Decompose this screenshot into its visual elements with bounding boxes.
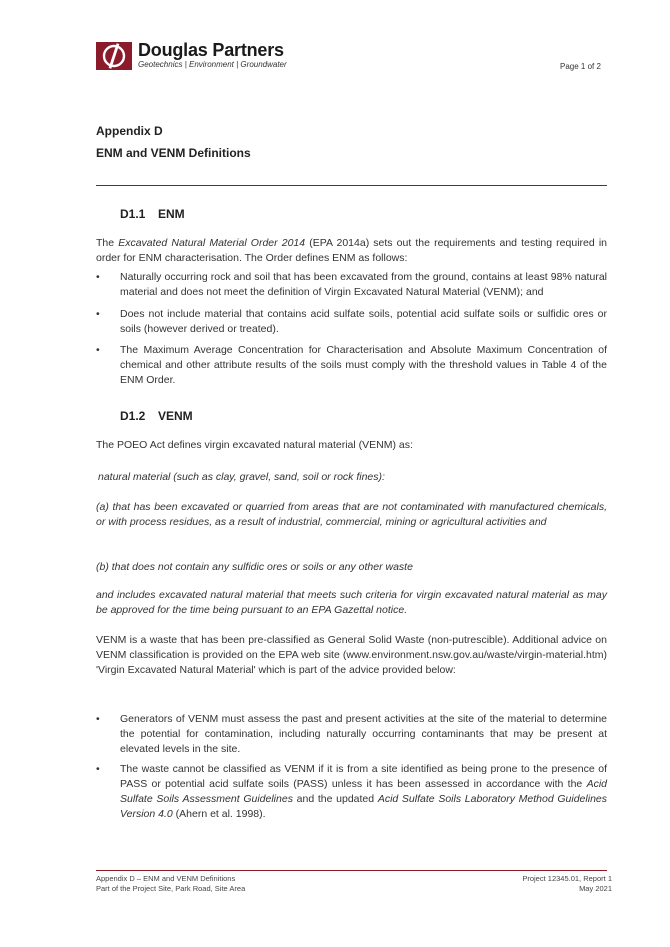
venm-paragraph: VENM is a waste that has been pre-classified as General Solid Waste (non-putrescible). Additional advice on VENM classification is provided on the EPA web site (www.environment.nsw.gov.au/waste/virgin-material.htm) 'Virgin Excavated Natural Material' which is part of the advice provided below: (96, 634, 607, 676)
footer-left-line1: Appendix D – ENM and VENM Definitions (96, 874, 236, 883)
brand-name: Douglas Partners (138, 40, 284, 60)
enm-bullet (96, 270, 607, 300)
footer-right-line1: Project 12345.01, Report 1 (522, 874, 612, 883)
appendix-label: Appendix D (96, 124, 163, 138)
enm-bullet (96, 343, 607, 388)
venm-definition-c: (b) that does not contain any sulfidic ores or soils or any other waste (96, 561, 413, 573)
venm-bullet-text-part: The waste cannot be classified as VENM if it is from a site identified as being prone to the presence of PASS or potential acid sulfate soils (PASS) unless it has been assessed in accordance with the (120, 763, 607, 790)
venm-intro: The POEO Act defines virgin excavated natural material (VENM) as: (96, 439, 413, 451)
bullet-icon: • (96, 308, 100, 320)
bullet-icon: • (96, 763, 100, 775)
footer-divider (96, 870, 607, 871)
venm-bullet-text (120, 762, 607, 822)
venm-bullet (96, 712, 607, 757)
bullet-icon: • (96, 344, 100, 356)
enm-bullet (96, 307, 607, 337)
venm-bullet-text-part: and the updated (292, 793, 378, 805)
douglas-partners-logo-icon (96, 42, 132, 70)
guideline-title: Acid Sulfate Soils Laboratory Method Guidelines Version 4.0 (120, 793, 607, 820)
title-divider (96, 185, 607, 186)
footer-left-line2: Part of the Project Site, Park Road, Site Area (96, 884, 246, 893)
venm-definition-b: (a) that has been excavated or quarried from areas that are not contaminated with manufactured chemicals, or with process residues, as a result of industrial, commercial, mining or agricultural activities and (96, 501, 607, 528)
section-number: D1.1 (120, 207, 146, 221)
venm-bullet (96, 762, 607, 822)
section-title: VENM (158, 409, 193, 423)
enm-intro-text-2: (EPA 2014a) sets out the requirements and testing required in order for ENM characterisation. The Order defines ENM as follows: (96, 237, 607, 264)
bullet-icon: • (96, 271, 100, 283)
appendix-title: ENM and VENM Definitions (96, 146, 251, 160)
section-heading-enm (120, 207, 185, 221)
footer-right-line2: May 2021 (579, 884, 612, 893)
venm-definition-d: and includes excavated natural material that meets such criteria for virgin excavated natural material as may be approved for the time being pursuant to an EPA Gazettal notice. (96, 589, 607, 616)
enm-order-title: Excavated Natural Material Order 2014 (118, 237, 306, 249)
brand-tagline: Geotechnics | Environment | Groundwater (138, 60, 287, 69)
enm-bullet-text: The Maximum Average Concentration for Characterisation and Absolute Maximum Concentration of chemical and other attribute results of the soils must comply with the threshold values in Table 4 of the ENM Order. (120, 344, 607, 386)
bullet-icon: • (96, 713, 100, 725)
section-title: ENM (158, 207, 185, 221)
section-heading-venm (120, 409, 193, 423)
enm-bullet-text: Does not include material that contains acid sulfate soils, potential acid sulfate soils or sulfidic ores or soils (however derived or treated). (120, 308, 607, 335)
section-number: D1.2 (120, 409, 146, 423)
page-number: Page 1 of 2 (560, 62, 601, 71)
enm-intro-text: The (96, 237, 119, 249)
venm-bullet-text: Generators of VENM must assess the past and present activities at the site of the material to determine the potential for contamination, including naturally occurring contaminants that may be present at elevated levels in the site. (120, 713, 607, 755)
venm-definition-a: natural material (such as clay, gravel, sand, soil or rock fines): (98, 471, 385, 483)
enm-intro (96, 236, 607, 266)
guideline-title: Acid Sulfate Soils Assessment Guidelines (120, 778, 607, 805)
enm-bullet-text: Naturally occurring rock and soil that has been excavated from the ground, contains at least 98% natural material and does not meet the definition of Virgin Excavated Natural Material (VENM); and (120, 271, 607, 298)
venm-bullet-text-part: (Ahern et al. 1998). (172, 808, 266, 820)
